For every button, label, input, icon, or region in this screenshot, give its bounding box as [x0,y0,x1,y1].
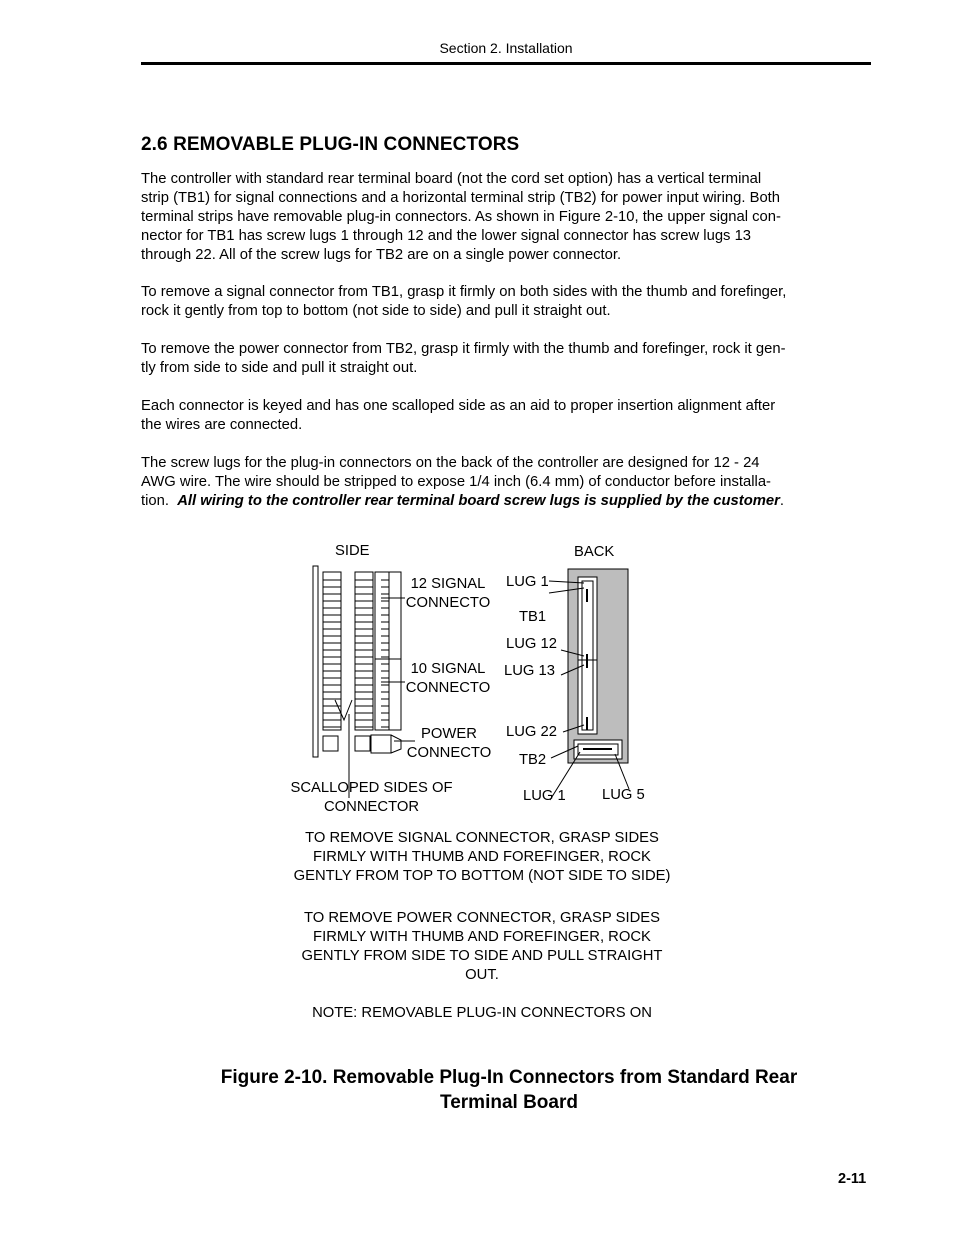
text-line: nector for TB1 has screw lugs 1 through 12 and the lower signal connector has screw lugs 13 [141,228,752,244]
caption-line: Figure 2-10. Removable Plug-In Connectors from Standard Rear [220,1067,798,1088]
label-line: CONNECTO [405,595,491,611]
tb2-lug1-label: LUG 1 [523,788,566,804]
lug22-label: LUG 22 [506,724,557,740]
tb2-lug5-label: LUG 5 [602,787,645,803]
label-line: POWER [421,726,477,742]
tb1-label: TB1 [519,609,547,625]
label-line: CONNECTO [406,745,492,761]
text-line: the wires are connected. [141,417,303,433]
back-view-label: BACK [574,544,615,560]
instruction-line: GENTLY FROM TOP TO BOTTOM (NOT SIDE TO SIDE) [293,868,671,884]
instruction-line: TO REMOVE POWER CONNECTOR, GRASP SIDES [303,910,660,926]
text-line: AWG wire. The wire should be stripped to expose 1/4 inch (6.4 mm) of conductor before installa- [141,474,771,490]
instruction-line: TO REMOVE SIGNAL CONNECTOR, GRASP SIDES [305,830,659,846]
section-header: Section 2. Installation [439,40,573,56]
text-line: The controller with standard rear terminal board (not the cord set option) has a vertical terminal [141,171,762,187]
side-bottom-block-2 [355,736,370,751]
instruction-line: FIRMLY WITH THUMB AND FOREFINGER, ROCK [313,929,651,945]
text-line: through 22. All of the screw lugs for TB2 are on a single power connector. [141,247,622,263]
lug13-label: LUG 13 [504,663,555,679]
section-heading: 2.6 REMOVABLE PLUG-IN CONNECTORS [141,134,520,155]
text-line: strip (TB1) for signal connections and a horizontal terminal strip (TB2) for power input wiring. Both [141,190,781,206]
text-prefix: tion. [141,493,178,509]
instruction-line: OUT. [465,967,499,983]
power-label [400,725,498,763]
text-suffix: . [779,493,785,509]
text-line: To remove a signal connector from TB1, grasp it firmly on both sides with the thumb and forefinger, [141,284,787,300]
figure-caption [141,1065,877,1115]
signal12-label [400,575,496,613]
text-line: rock it gently from top to bottom (not side to side) and pull it straight out. [141,303,611,319]
text-line: terminal strips have removable plug-in connectors. As shown in Figure 2-10, the upper signal con- [141,209,781,225]
text-line: The screw lugs for the plug-in connectors on the back of the controller are designed for 12 - 24 [141,455,760,471]
side-bottom-block [323,736,338,751]
lug1-label: LUG 1 [506,574,549,590]
label-line: CONNECTOR [323,799,420,815]
power-connector-side [371,735,391,753]
scalloped-label [280,779,463,817]
tb2-label: TB2 [519,752,547,768]
lug12-label: LUG 12 [506,636,557,652]
signal10-label [400,660,496,698]
label-line: 10 SIGNAL [410,661,486,677]
text-line: tly from side to side and pull it straight out. [141,360,418,376]
figure-note: NOTE: REMOVABLE PLUG-IN CONNECTORS ON [312,1005,652,1021]
caption-line: Terminal Board [440,1092,578,1113]
side-view-label: SIDE [335,543,370,559]
text-line: To remove the power connector from TB2, grasp it firmly with the thumb and forefinger, rock it gen- [141,341,786,357]
label-line: SCALLOPED SIDES OF [290,780,453,796]
power-instructions [262,909,702,985]
page-number: 2-11 [838,1171,867,1187]
label-line: CONNECTO [405,680,491,696]
label-line: 12 SIGNAL [410,576,486,592]
emphasis-text: All wiring to the controller rear terminal board screw lugs is supplied by the customer [177,493,780,509]
instruction-line: FIRMLY WITH THUMB AND FOREFINGER, ROCK [313,849,651,865]
text-line: Each connector is keyed and has one scalloped side as an aid to proper insertion alignment after [141,398,776,414]
signal-instructions [262,829,702,886]
instruction-line: GENTLY FROM SIDE TO SIDE AND PULL STRAIGHT [301,948,663,964]
back-panel [568,569,628,763]
case-edge [313,566,318,757]
